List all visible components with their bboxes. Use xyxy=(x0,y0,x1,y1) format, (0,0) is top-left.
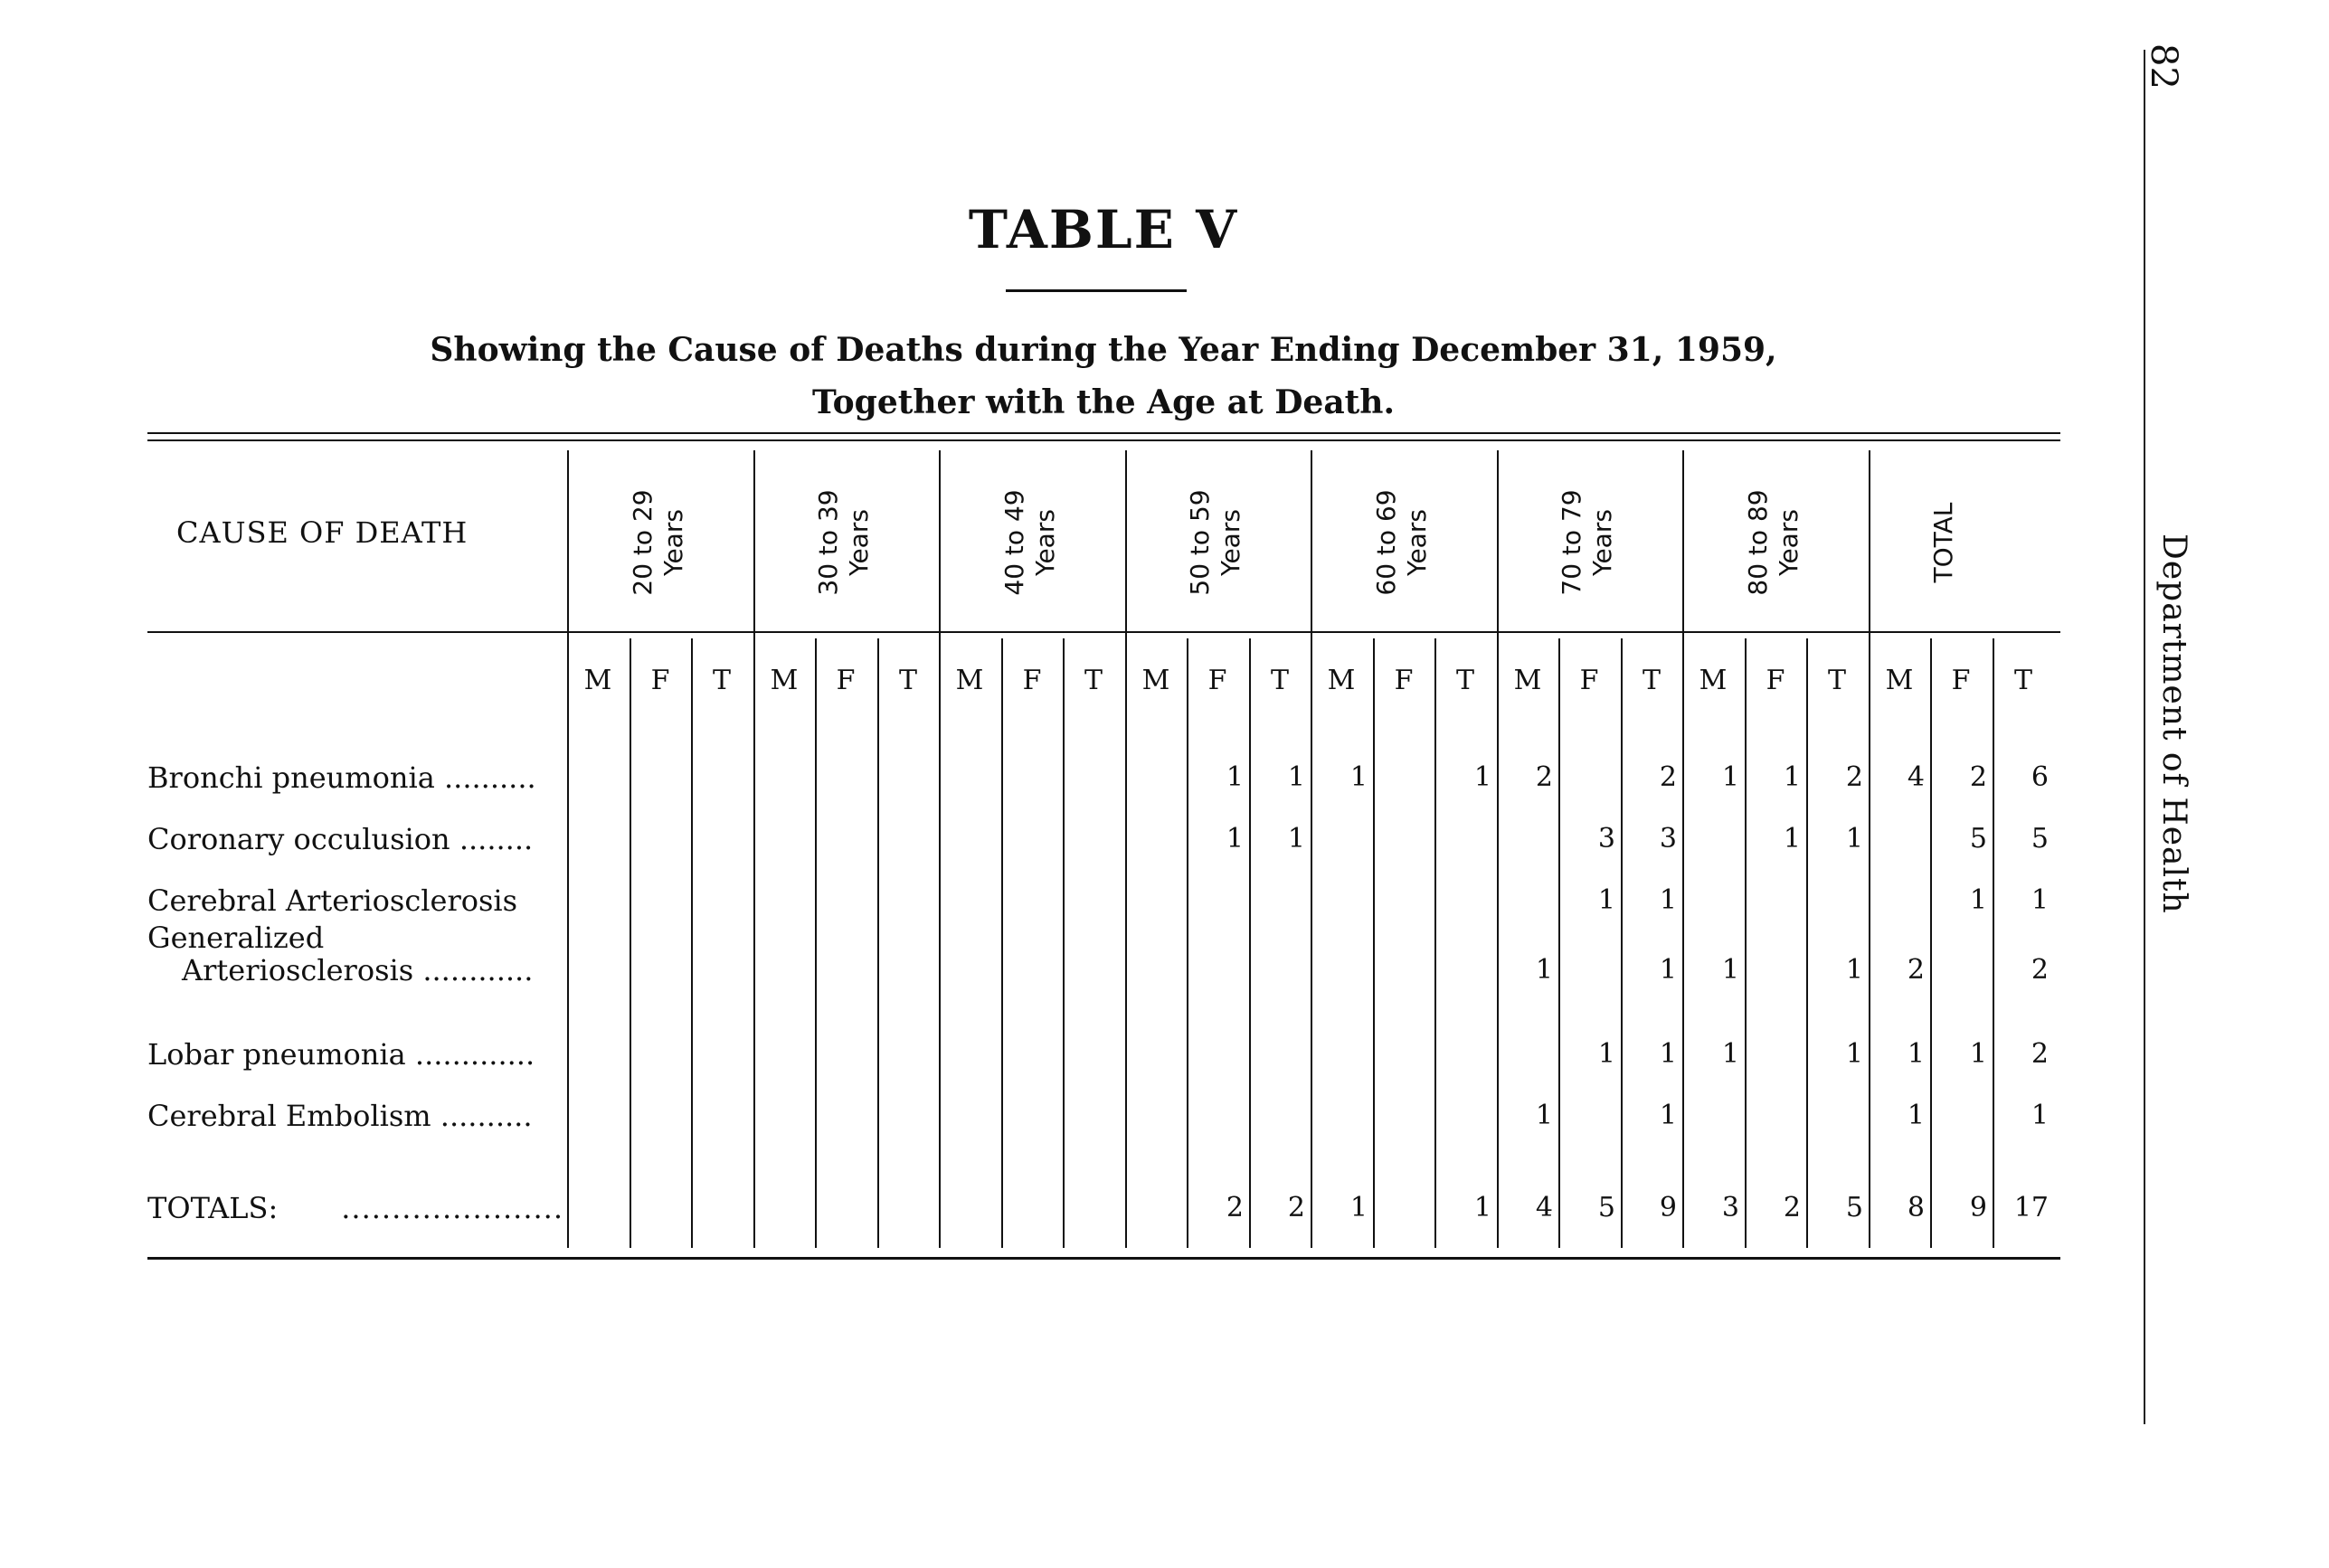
cause-label-line: Generalized xyxy=(147,921,325,955)
value-cell: 3 xyxy=(1659,823,1677,855)
cause-label: Cerebral Embolism .......... xyxy=(147,1099,533,1133)
leader-dots: ...................... xyxy=(341,1191,564,1225)
sub-header-t: T xyxy=(898,665,917,696)
age-group-header xyxy=(1371,470,1436,615)
value-cell: 2 xyxy=(1907,954,1925,986)
age-group-range: 20 to 29 xyxy=(628,489,658,596)
value-cell: 5 xyxy=(2031,823,2049,855)
total-cell: 9 xyxy=(1659,1192,1677,1223)
sub-header-t: T xyxy=(1642,665,1661,696)
value-cell: 1 xyxy=(1226,761,1244,793)
sub-header-f: F xyxy=(1394,665,1414,696)
value-cell: 1 xyxy=(2031,884,2049,916)
cause-label: Lobar pneumonia ............. xyxy=(147,1037,535,1072)
sub-header-f: F xyxy=(1766,665,1785,696)
age-group-rule xyxy=(1682,450,1684,1248)
total-cell: 3 xyxy=(1721,1192,1739,1223)
totals-text: TOTALS: xyxy=(147,1191,279,1225)
cause-label: Cerebral Arteriosclerosis xyxy=(147,883,518,918)
value-cell: 2 xyxy=(2031,954,2049,986)
page-number: 82 xyxy=(2143,43,2184,90)
sub-header-f: F xyxy=(836,665,856,696)
sub-header-f: F xyxy=(1207,665,1227,696)
value-cell: 5 xyxy=(1969,823,1987,855)
age-group-rule xyxy=(753,450,755,1248)
age-group-range: 30 to 39 xyxy=(813,489,843,596)
value-cell: 1 xyxy=(1907,1038,1925,1070)
sub-header-m: M xyxy=(1327,665,1356,696)
sub-header-m: M xyxy=(770,665,799,696)
sub-column-rule xyxy=(1745,638,1747,1248)
value-cell: 3 xyxy=(1597,823,1615,855)
age-group-header xyxy=(1557,470,1622,615)
value-cell: 2 xyxy=(1535,761,1553,793)
sub-header-f: F xyxy=(1022,665,1042,696)
sub-header-t: T xyxy=(2013,665,2032,696)
value-cell: 2 xyxy=(1969,761,1987,793)
value-cell: 1 xyxy=(1535,1100,1553,1131)
sub-header-m: M xyxy=(1513,665,1542,696)
sub-column-rule xyxy=(630,638,631,1248)
age-group-range: 70 to 79 xyxy=(1557,489,1586,596)
table-subtitle-line-1: Showing the Cause of Deaths during the Year Ending December 31, 1959, xyxy=(430,331,1777,369)
value-cell: 1 xyxy=(1659,1100,1677,1131)
age-group-range: 40 to 49 xyxy=(999,489,1029,596)
value-cell: 2 xyxy=(1659,761,1677,793)
total-cell: 5 xyxy=(1597,1192,1615,1223)
value-cell: 1 xyxy=(1535,954,1553,986)
value-cell: 1 xyxy=(1907,1100,1925,1131)
age-group-range: 50 to 59 xyxy=(1185,489,1215,596)
sub-header-f: F xyxy=(1579,665,1599,696)
sub-header-t: T xyxy=(712,665,731,696)
sub-header-m: M xyxy=(1885,665,1914,696)
sub-column-rule xyxy=(815,638,817,1248)
value-cell: 1 xyxy=(1721,1038,1739,1070)
value-cell: 1 xyxy=(1597,884,1615,916)
sub-header-m: M xyxy=(955,665,984,696)
title-rule xyxy=(1006,289,1187,292)
cause-label-line: Arteriosclerosis ............ xyxy=(182,953,534,987)
table-subtitle-line-2: Together with the Age at Death. xyxy=(811,383,1395,421)
value-cell: 2 xyxy=(1845,761,1863,793)
age-group-header xyxy=(1928,470,1993,615)
sub-column-rule xyxy=(1621,638,1623,1248)
sub-column-rule xyxy=(877,638,879,1248)
age-group-rule xyxy=(1869,450,1870,1248)
value-cell: 1 xyxy=(1349,761,1368,793)
sub-column-rule xyxy=(1249,638,1251,1248)
age-group-header xyxy=(628,470,693,615)
value-cell: 1 xyxy=(1287,823,1305,855)
value-cell: 6 xyxy=(2031,761,2049,793)
sub-header-m: M xyxy=(1699,665,1728,696)
age-group-unit: Years xyxy=(1402,509,1432,576)
sub-column-rule xyxy=(1187,638,1188,1248)
sub-column-rule xyxy=(1558,638,1560,1248)
table-top-rule-2 xyxy=(147,439,2060,441)
age-group-header xyxy=(813,470,878,615)
header-rule xyxy=(147,631,2060,633)
sub-header-m: M xyxy=(1141,665,1170,696)
sub-header-t: T xyxy=(1455,665,1474,696)
running-head: Department of Health xyxy=(2155,534,2192,914)
table-top-rule xyxy=(147,432,2060,434)
cause-of-death-header: CAUSE OF DEATH xyxy=(176,515,469,550)
sub-column-rule xyxy=(1063,638,1065,1248)
total-cell: 1 xyxy=(1473,1192,1491,1223)
age-group-rule xyxy=(1311,450,1312,1248)
total-cell: 9 xyxy=(1969,1192,1987,1223)
total-cell: 2 xyxy=(1783,1192,1801,1223)
value-cell: 1 xyxy=(1721,954,1739,986)
sub-header-f: F xyxy=(650,665,670,696)
age-group-unit: Years xyxy=(844,509,874,576)
sub-column-rule xyxy=(1373,638,1375,1248)
cause-label: Coronary occulusion ........ xyxy=(147,822,534,856)
total-cell: 4 xyxy=(1535,1192,1553,1223)
sub-header-f: F xyxy=(1951,665,1971,696)
table-bottom-rule xyxy=(147,1257,2060,1260)
age-group-unit: Years xyxy=(658,509,688,576)
total-cell: 8 xyxy=(1907,1192,1925,1223)
value-cell: 1 xyxy=(1473,761,1491,793)
table-title: TABLE V xyxy=(968,199,1239,260)
age-group-rule xyxy=(1125,450,1127,1248)
value-cell: 1 xyxy=(1969,1038,1987,1070)
total-cell: 5 xyxy=(1845,1192,1863,1223)
age-group-header xyxy=(1185,470,1250,615)
sub-column-rule xyxy=(1930,638,1932,1248)
label-column-rule xyxy=(567,450,569,1248)
age-group-unit: Years xyxy=(1774,509,1804,576)
total-cell: 2 xyxy=(1287,1192,1305,1223)
sub-header-t: T xyxy=(1270,665,1289,696)
value-cell: 2 xyxy=(2031,1038,2049,1070)
age-group-header xyxy=(999,470,1065,615)
value-cell: 1 xyxy=(1287,761,1305,793)
value-cell: 1 xyxy=(1845,823,1863,855)
value-cell: 1 xyxy=(1659,884,1677,916)
value-cell: 1 xyxy=(1597,1038,1615,1070)
value-cell: 1 xyxy=(1226,823,1244,855)
age-group-range: 60 to 69 xyxy=(1371,489,1401,596)
value-cell: 1 xyxy=(1783,761,1801,793)
value-cell: 4 xyxy=(1907,761,1925,793)
sub-header-t: T xyxy=(1084,665,1103,696)
sub-column-rule xyxy=(1993,638,1994,1248)
total-cell: 17 xyxy=(2013,1192,2049,1223)
age-group-unit: Years xyxy=(1030,509,1060,576)
value-cell: 1 xyxy=(2031,1100,2049,1131)
total-cell: 1 xyxy=(1349,1192,1368,1223)
cause-label xyxy=(147,921,533,987)
age-group-range: TOTAL xyxy=(1928,502,1958,583)
age-group-unit: Years xyxy=(1587,509,1617,576)
value-cell: 1 xyxy=(1845,1038,1863,1070)
sub-header-t: T xyxy=(1827,665,1846,696)
total-cell: 2 xyxy=(1226,1192,1244,1223)
sub-column-rule xyxy=(1001,638,1003,1248)
sub-column-rule xyxy=(1806,638,1808,1248)
value-cell: 1 xyxy=(1721,761,1739,793)
age-group-rule xyxy=(939,450,941,1248)
sub-column-rule xyxy=(1434,638,1436,1248)
age-group-unit: Years xyxy=(1216,509,1245,576)
age-group-rule xyxy=(1497,450,1499,1248)
value-cell: 1 xyxy=(1783,823,1801,855)
sub-column-rule xyxy=(691,638,693,1248)
sub-header-m: M xyxy=(583,665,612,696)
age-group-header xyxy=(1743,470,1808,615)
cause-label: Bronchi pneumonia .......... xyxy=(147,760,536,795)
age-group-range: 80 to 89 xyxy=(1743,489,1773,596)
value-cell: 1 xyxy=(1659,954,1677,986)
value-cell: 1 xyxy=(1969,884,1987,916)
totals-label xyxy=(147,1192,563,1224)
value-cell: 1 xyxy=(1659,1038,1677,1070)
value-cell: 1 xyxy=(1845,954,1863,986)
